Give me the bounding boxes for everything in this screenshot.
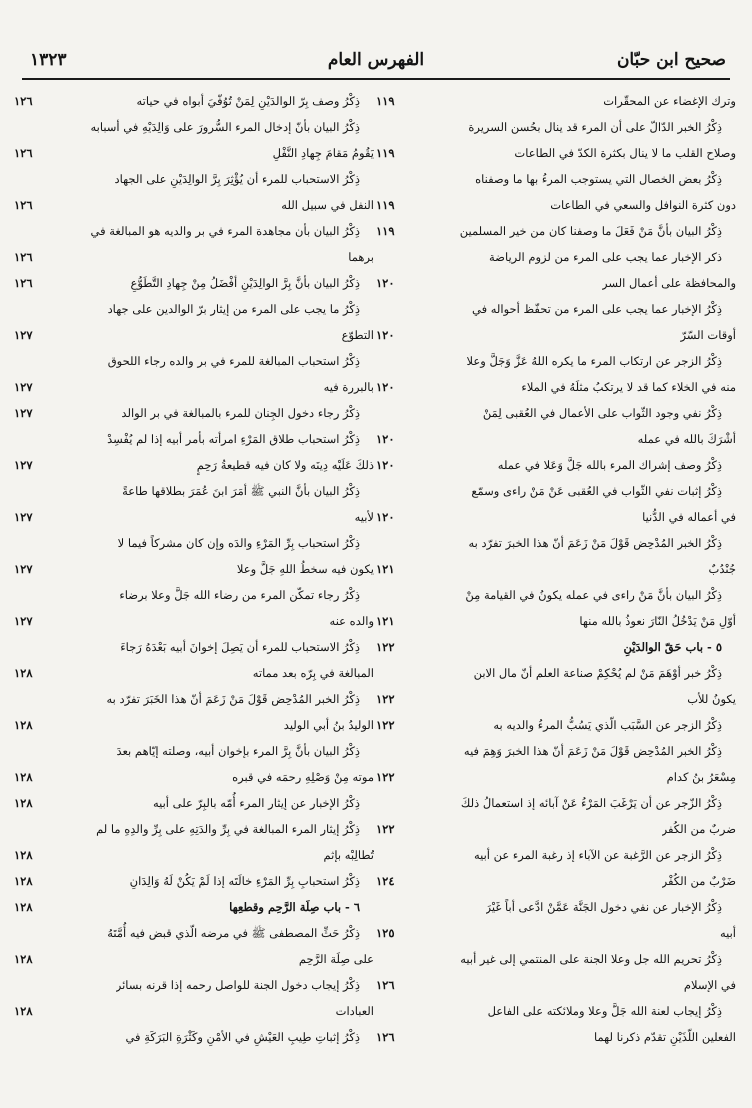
index-entry [376, 946, 736, 972]
index-entry [14, 374, 374, 400]
entry-page-number: ١٢٠ [376, 276, 395, 290]
book-title: صحيح ابن حبّان [616, 50, 726, 70]
index-entry [14, 478, 374, 504]
index-entry [376, 400, 736, 426]
entry-page-number: ١١٩ [376, 146, 395, 160]
index-entry [14, 946, 374, 972]
index-entry [14, 998, 374, 1024]
entry-text: ذِكْرُ وصف إشراك المرء بالله جَلَّ وَعَلا في عمله [497, 458, 722, 472]
index-entry [14, 764, 374, 790]
entry-text: ذِكْرُ استحباب طلاق المَرْءِ امرأته بأمر أبيه إذا لم يُفْسِدْ [107, 432, 360, 446]
entry-page-number: ١٢٨ [14, 666, 33, 680]
entry-page-number: ١١٩ [376, 224, 395, 238]
entry-text: في أعماله في الدُّنيا [642, 510, 736, 524]
entry-page-number: ١٢١ [376, 614, 395, 628]
entry-text: ذِكْرُ البيان بأنّ إدخال المرء السُّرورَ على وَالِدَيْهِ في أسبابه [90, 120, 360, 134]
entry-page-number: ١٢٠ [376, 458, 395, 472]
entry-text: ذِكْرُ البيان بأنَّ بِرَّ المرء بإخوان أبيه، وصلته إيّاهم بعدَ [116, 744, 360, 758]
entry-text: ذِكْرُ البيان بأن مجاهدة المرء في بر والديه هو المبالغة في [90, 224, 360, 238]
index-entry [14, 504, 374, 530]
index-entry [376, 686, 736, 712]
index-entry [376, 244, 736, 270]
entry-text: لأبيه [354, 510, 374, 524]
entry-page-number: ١٢٠ [376, 432, 395, 446]
index-entry [14, 816, 374, 842]
entry-text: ذِكْرُ تحريم الله جل وعلا الجنة على المنتمي إلى غير أبيه [460, 952, 722, 966]
entry-page-number: ١٢٤ [376, 874, 395, 888]
index-entry [376, 972, 736, 998]
index-entry [376, 556, 736, 582]
index-entry [14, 972, 374, 998]
entry-page-number: ١٢٧ [14, 510, 33, 524]
entry-text: ذِكْرُ الزجر عن ارتكاب المرء ما يكره اللهُ عَزَّ وَجَلَّ وعلا [466, 354, 722, 368]
index-entry [14, 894, 374, 920]
entry-page-number: ١٢٢ [376, 718, 395, 732]
entry-text: ذِكْرُ حَثِّ المصطفى ﷺ في مرضه الّذي قبض فيه أُمَّتَهُ [107, 926, 360, 940]
entry-text: بالبررة فيه [323, 380, 374, 394]
index-entry [14, 140, 374, 166]
index-entry [376, 270, 736, 296]
entry-page-number: ١٢٨ [14, 1004, 33, 1018]
index-entry [14, 842, 374, 868]
entry-text: ذِكْرُ البيان بأنَّ مَنْ فَعَلَ ما وصفنا كان من خير المسلمين [459, 224, 722, 238]
index-entry [376, 816, 736, 842]
entry-text: ذِكْرُ رجاء دخول الجِنان للمرء بالمبالغة في بر الوالد [121, 406, 360, 420]
index-entry [376, 426, 736, 452]
index-entry [14, 114, 374, 140]
entry-text: المبالغة في بِرّه بعد مماته [252, 666, 374, 680]
entry-page-number: ١٢٦ [14, 250, 33, 264]
entry-text: ضربٌ من الكُفر [661, 822, 736, 836]
index-entry [14, 582, 374, 608]
index-entry [14, 790, 374, 816]
index-entry [14, 1024, 374, 1050]
entry-text: أشْرَكَ بالله في عمله [637, 432, 736, 446]
index-entry [376, 296, 736, 322]
entry-text: ذِكْرُ إيجاب لعنة الله جَلَّ وعلا وملائكته على الفاعل [487, 1004, 722, 1018]
index-entry [14, 712, 374, 738]
entry-text: ذِكْرُ الاستحباب للمرء أن يَصِلَ إخوانَ أبيه بَعْدَهُ رَجاءَ [120, 640, 360, 654]
entry-text: ذِكْرُ الخبر المُدْحِض قَوْلَ مَنْ زَعَمَ أنّ هذا الخبرَ تفرّد به [468, 536, 722, 550]
index-entry [14, 426, 374, 452]
index-entry [14, 686, 374, 712]
index-entry [376, 738, 736, 764]
index-entry [376, 166, 736, 192]
index-entry [14, 660, 374, 686]
entry-page-number: ١٢٧ [14, 614, 33, 628]
entry-text: ٥ - باب حَقّ الوالدَيْنِ [623, 640, 722, 654]
entry-text: ذِكْرُ وصف بِرّ الوالدَيْنِ لِمَنْ تُوُفّيَ أبواه في حياته [136, 94, 360, 108]
index-entry [376, 322, 736, 348]
entry-page-number: ١٢٦ [14, 198, 33, 212]
entry-page-number: ١٢٦ [376, 1030, 395, 1044]
index-entry [376, 452, 736, 478]
index-entry [14, 270, 374, 296]
index-entry [376, 218, 736, 244]
entry-text: ضَرْبٌ من الكُفْر [661, 874, 736, 888]
index-entry [14, 244, 374, 270]
entry-text: ذِكْرُ الإخبار عما يجب على المرء من تحفّظ أحواله في [472, 302, 722, 316]
index-entry [376, 998, 736, 1024]
entry-text: والمحافظة على أعمال السر [601, 276, 736, 290]
entry-text: ذِكْرُ الخبر المُدْحِض قَوْلَ مَنْ زَعَمَ أنّ هذا الخبرَ وَهِمَ فيه [463, 744, 722, 758]
index-entry [14, 920, 374, 946]
entry-text: ذِكْرُ خبر أوْهَمَ مَنْ لم يُحْكِمْ صناعة العلم أنّ مال الابن [473, 666, 722, 680]
entry-text: أبيه [719, 926, 736, 940]
entry-text: ذِكْرُ البيان بأنَّ النبي ﷺ أمَرَ ابنَ عُمَرَ بطلاقها طاعةً [122, 484, 360, 498]
entry-text: أوّلِ مَنْ يَدْخُلُ النّارَ نعوذُ بالله منها [579, 614, 736, 628]
entry-page-number: ١٢٨ [14, 848, 33, 862]
index-entry [14, 348, 374, 374]
entry-page-number: ١١٩ [376, 198, 395, 212]
entry-text: ذِكْرُ البيان بأنَّ مَنْ راءى في عمله يكونُ في القيامة مِنْ [465, 588, 722, 602]
entry-text: دون كثرة النوافل والسعي في الطاعات [550, 198, 736, 212]
entry-text: ذِكْرُ بعض الخصال التي يستوجب المرءُ بها ما وصفناه [475, 172, 722, 186]
index-entry [14, 452, 374, 478]
entry-text: ذِكْرُ الزجر عن السَّبَب الّذي يَسُبُّ المرءُ والديه به [493, 718, 722, 732]
index-entry [14, 868, 374, 894]
entry-page-number: ١٢٢ [376, 640, 395, 654]
entry-text: ذِكْرُ البيان بأنَّ بِرَّ الوالِدَيْنِ أفْضَلُ مِنْ جِهادِ التَّطَوُّعِ [130, 276, 360, 290]
index-entry [14, 530, 374, 556]
entry-text: ذِكْرُ رجاء تمكّن المرء من رضاء الله جَلَّ وعلا برضاء [119, 588, 360, 602]
entry-page-number: ١٢٧ [14, 406, 33, 420]
entry-text: ذِكْرُ إيجاب دخول الجنة للواصل رحمه إذا قرنه بسائر [115, 978, 360, 992]
entry-text: مِسْعَرُ بنُ كدام [666, 770, 736, 784]
index-entry [376, 374, 736, 400]
entry-text: ذِكْرُ استحبابِ بِرِّ المَرْءِ خالَتَه إذا لَمْ يَكُنْ لَهُ وَالِدَانِ [129, 874, 360, 888]
entry-page-number: ١٢٠ [376, 510, 395, 524]
entry-page-number: ١٢٦ [14, 94, 33, 108]
index-entry [376, 478, 736, 504]
index-entry [376, 660, 736, 686]
entry-text: التطوّع [341, 328, 374, 342]
index-entry [14, 400, 374, 426]
index-entry [14, 192, 374, 218]
entry-page-number: ١٢٨ [14, 900, 33, 914]
entry-page-number: ١٢٧ [14, 562, 33, 576]
entry-text: يكونُ للأب [687, 692, 736, 706]
index-entry [14, 556, 374, 582]
entry-page-number: ١٢٦ [14, 146, 33, 160]
entry-text: ذلكَ عَلَيْه دِينَه ولا كان فيه قطيعةُ رَحِمٍ [196, 458, 374, 472]
index-entry [376, 842, 736, 868]
index-entry [376, 114, 736, 140]
entry-page-number: ١٢٠ [376, 380, 395, 394]
entry-text: العبادات [335, 1004, 374, 1018]
index-entry [376, 348, 736, 374]
entry-page-number: ١٢٦ [14, 276, 33, 290]
left-index-column [14, 88, 374, 1088]
index-entry [376, 634, 736, 660]
entry-page-number: ١٢٨ [14, 874, 33, 888]
entry-text: ذكر الإخبار عما يجب على المرء من لزوم الرياضة [489, 250, 722, 264]
entry-text: ذِكْرُ الزجر عن الرَّغبة عن الآباء إذ رغبة المرء عن أبيه [473, 848, 722, 862]
entry-text: ذِكْرُ الزّجر عن أن يَرْغَبَ المَرْءُ عَنْ آبائه إذ استعمالُ ذلكَ [460, 796, 722, 810]
entry-text: ذِكْرُ إثباتِ طِيبِ العَيْشِ في الأمْنِ وكَثْرَةِ البَرَكَةِ في [125, 1030, 360, 1044]
entry-text: ذِكْرُ استحباب المبالغة للمرء في بر والده رجاء اللحوق [107, 354, 360, 368]
entry-text: ذِكْرُ الإخبار عن نفي دخول الجَنَّة عَمَّنْ ادَّعى أباً غَيْرَ [485, 900, 722, 914]
entry-text: ٦ - باب صِلَة الرَّحِم وقطعِها [229, 900, 360, 914]
entry-page-number: ١٢٢ [376, 822, 395, 836]
entry-text: النفل في سبيل الله [281, 198, 374, 212]
index-entry [14, 296, 374, 322]
entry-text: وصلاح القلب ما لا ينال بكثرة الكدّ في الطاعات [514, 146, 736, 160]
entry-text: ذِكْرُ الإخبار عن إيثار المرء أُمّه بالبِرّ على أبيه [152, 796, 360, 810]
index-entry [376, 764, 736, 790]
index-entry [376, 530, 736, 556]
entry-page-number: ١٢٥ [376, 926, 395, 940]
index-entry [376, 712, 736, 738]
entry-page-number: ١٢٨ [14, 770, 33, 784]
index-entry [14, 322, 374, 348]
index-entry [376, 790, 736, 816]
entry-page-number: ١١٩ [376, 94, 395, 108]
entry-page-number: ١٢٨ [14, 796, 33, 810]
index-entry [376, 1024, 736, 1050]
index-entry [14, 88, 374, 114]
entry-text: الفعلين اللّذَيْنِ تقدّم ذكرنا لهما [594, 1030, 736, 1044]
entry-page-number: ١٢٧ [14, 458, 33, 472]
section-title: الفهرس العام [327, 50, 425, 70]
entry-text: أوقات السّرّ [680, 328, 736, 342]
entry-text: ذِكْرُ الخبر الدّالّ على أن المرء قد ينال بحُسن السريرة [468, 120, 722, 134]
entry-page-number: ١٢٨ [14, 952, 33, 966]
index-entry [376, 868, 736, 894]
entry-text: برهما [348, 250, 374, 264]
entry-text: يَقُومُ مَقامَ جِهادِ النَّفْلِ [272, 146, 374, 160]
index-entry [376, 192, 736, 218]
index-entry [376, 582, 736, 608]
page-number: ١٣٢٣ [30, 50, 67, 70]
entry-page-number: ١٢٢ [376, 770, 395, 784]
entry-text: موته مِنْ وَصْلِهِ رحمَه في قبره [232, 770, 374, 784]
entry-text: ذِكْرُ الاستحباب للمرء أن يُؤْثِرَ بِرَّ الوالِدَيْنِ على الجهاد [114, 172, 360, 186]
entry-page-number: ١٢٧ [14, 380, 33, 394]
entry-page-number: ١٢٨ [14, 718, 33, 732]
entry-text: ذِكْرُ ما يجب على المرء من إيثار برّ الوالدين على جهاد [107, 302, 360, 316]
index-entry [14, 608, 374, 634]
entry-text: ذِكْرُ إيثار المرء المبالغة في بِرِّ والدَتِهِ على بِرِّ والدِهِ ما لم [96, 822, 360, 836]
entry-page-number: ١٢٦ [376, 978, 395, 992]
index-entry [376, 88, 736, 114]
index-entry [376, 894, 736, 920]
entry-text: ذِكْرُ الخبر المُدْحِض قَوْلَ مَنْ زَعَمَ أنّ هذا الخَبَرَ تفرّد به [106, 692, 360, 706]
index-entry [376, 608, 736, 634]
entry-text: يكون فيه سخطُ اللهِ جَلَّ وعلا [236, 562, 374, 576]
entry-text: في الإسلام [683, 978, 736, 992]
index-entry [14, 166, 374, 192]
index-entry [14, 218, 374, 244]
index-entry [14, 738, 374, 764]
entry-text: تُطالِبْه بإثم [323, 848, 374, 862]
page-header [22, 44, 730, 80]
entry-text: ذِكْرُ نفي وجود الثّواب على الأعمال في العُقبى لِمَنْ [482, 406, 722, 420]
index-entry [376, 920, 736, 946]
entry-page-number: ١٢٠ [376, 328, 395, 342]
index-entry [376, 504, 736, 530]
entry-text: جُنْدُبٌ [708, 562, 736, 576]
entry-text: ذِكْرُ إثبات نفي الثّواب في العُقبى عَنْ مَنْ راءى وسمّع [471, 484, 722, 498]
entry-text: وترك الإغضاء عن المحقّرات [603, 94, 736, 108]
index-entry [376, 140, 736, 166]
entry-page-number: ١٢١ [376, 562, 395, 576]
right-index-column [376, 88, 736, 1088]
entry-text: على صِلَة الرَّحِم [298, 952, 374, 966]
entry-text: ذِكْرُ استحباب بِرِّ المَرْءِ والدَه وإن كان مشركاً فيما لا [117, 536, 360, 550]
entry-page-number: ١٢٧ [14, 328, 33, 342]
entry-text: منه في الخلاء كما قد لا يرتكبُ مثلَهُ في الملاء [521, 380, 736, 394]
index-entry [14, 634, 374, 660]
entry-page-number: ١٢٢ [376, 692, 395, 706]
entry-text: والده عنه [329, 614, 374, 628]
entry-text: الوليدُ بنُ أبي الوليد [283, 718, 374, 732]
